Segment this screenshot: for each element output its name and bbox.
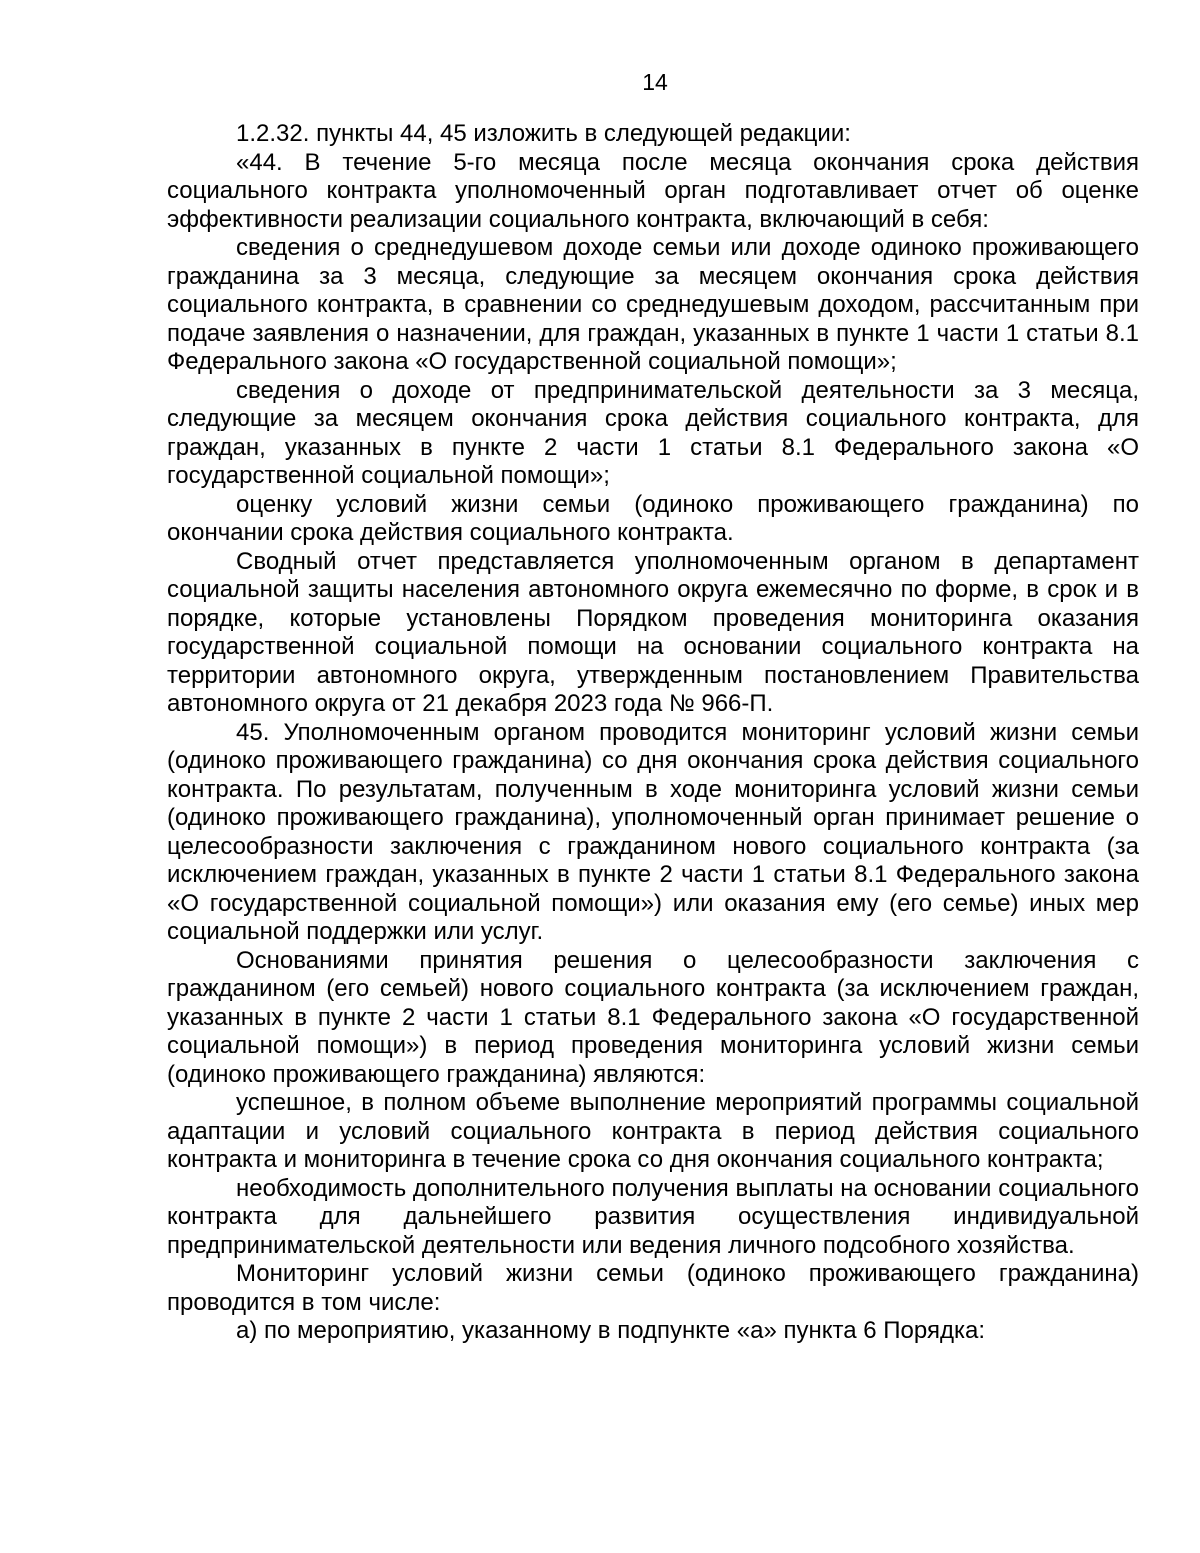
paragraph-45-ground-success: успешное, в полном объеме выполнение мероприятий программы социальной адаптации и условий социального контракта в период действия социального контракта и мониторинга в течение срока со дня окончания социального контракта; — [167, 1089, 1139, 1173]
paragraph-45-monitoring: 45. Уполномоченным органом проводится мониторинг условий жизни семьи (одиноко проживающего гражданина) со дня окончания срока действия социального контракта. По результатам, полученным в ходе мониторинга условий жизни семьи (одиноко проживающего гражданина), уполномоченный орган принимает решение о целесообразности заключения с гражданином нового социального контракта (за исключением граждан, указанных в пункте 2 части 1 статьи 8.1 Федерального закона «О государственной социальной помощи») или оказания ему (его семье) иных мер социальной поддержки или услуг. — [167, 718, 1139, 945]
paragraph-44-living-conditions: оценку условий жизни семьи (одиноко проживающего гражданина) по окончании срока действия социального контракта. — [167, 490, 1139, 546]
paragraph-1-2-32: 1.2.32. пункты 44, 45 изложить в следующей редакции: — [236, 120, 851, 147]
paragraph-44-business-income: сведения о доходе от предпринимательской деятельности за 3 месяца, следующие за месяцем окончания срока действия социального контракта, для граждан, указанных в пункте 2 части 1 статьи 8.1 Федерального закона «О государственной социальной помощи»; — [167, 376, 1139, 489]
paragraph-45-ground-additional: необходимость дополнительного получения выплаты на основании социального контракта для дальнейшего развития осуществления индивидуальной предпринимательской деятельности или ведения личного подсобного хозяйства. — [167, 1174, 1139, 1259]
paragraph-45-subitem-a: а) по мероприятию, указанному в подпункте «а» пункта 6 Порядка: — [236, 1317, 985, 1344]
paragraph-44-summary-report: Сводный отчет представляется уполномоченным органом в департамент социальной защиты населения автономного округа ежемесячно по форме, в срок и в порядке, которые установлены Порядком проведения мониторинга оказания государственной социальной помощи на основании социального контракта на территории автономного округа, утвержденным постановлением Правительства автономного округа от 21 декабря 2023 года № 966-П. — [167, 547, 1139, 717]
paragraph-45-monitoring-scope: Мониторинг условий жизни семьи (одиноко проживающего гражданина) проводится в том числе: — [167, 1260, 1139, 1316]
document-body — [167, 120, 1139, 1346]
paragraph-44-intro: «44. В течение 5-го месяца после месяца окончания срока действия социального контракта уполномоченный орган подготавливает отчет об оценке эффективности реализации социального контракта, включающий в себя: — [167, 148, 1139, 233]
page-number: 14 — [642, 69, 668, 95]
paragraph-45-grounds: Основаниями принятия решения о целесообразности заключения с гражданином (его семьей) нового социального контракта (за исключением граждан, указанных в пункте 2 части 1 статьи 8.1 Федерального закона «О государственной социальной помощи») в период проведения мониторинга условий жизни семьи (одиноко проживающего гражданина) являются: — [167, 946, 1139, 1088]
paragraph-44-income-info: сведения о среднедушевом доходе семьи или доходе одиноко проживающего гражданина за 3 месяца, следующие за месяцем окончания срока действия социального контракта, в сравнении со среднедушевым доходом, рассчитанным при подаче заявления о назначении, для граждан, указанных в пункте 1 части 1 статьи 8.1 Федерального закона «О государственной социальной помощи»; — [167, 234, 1139, 375]
